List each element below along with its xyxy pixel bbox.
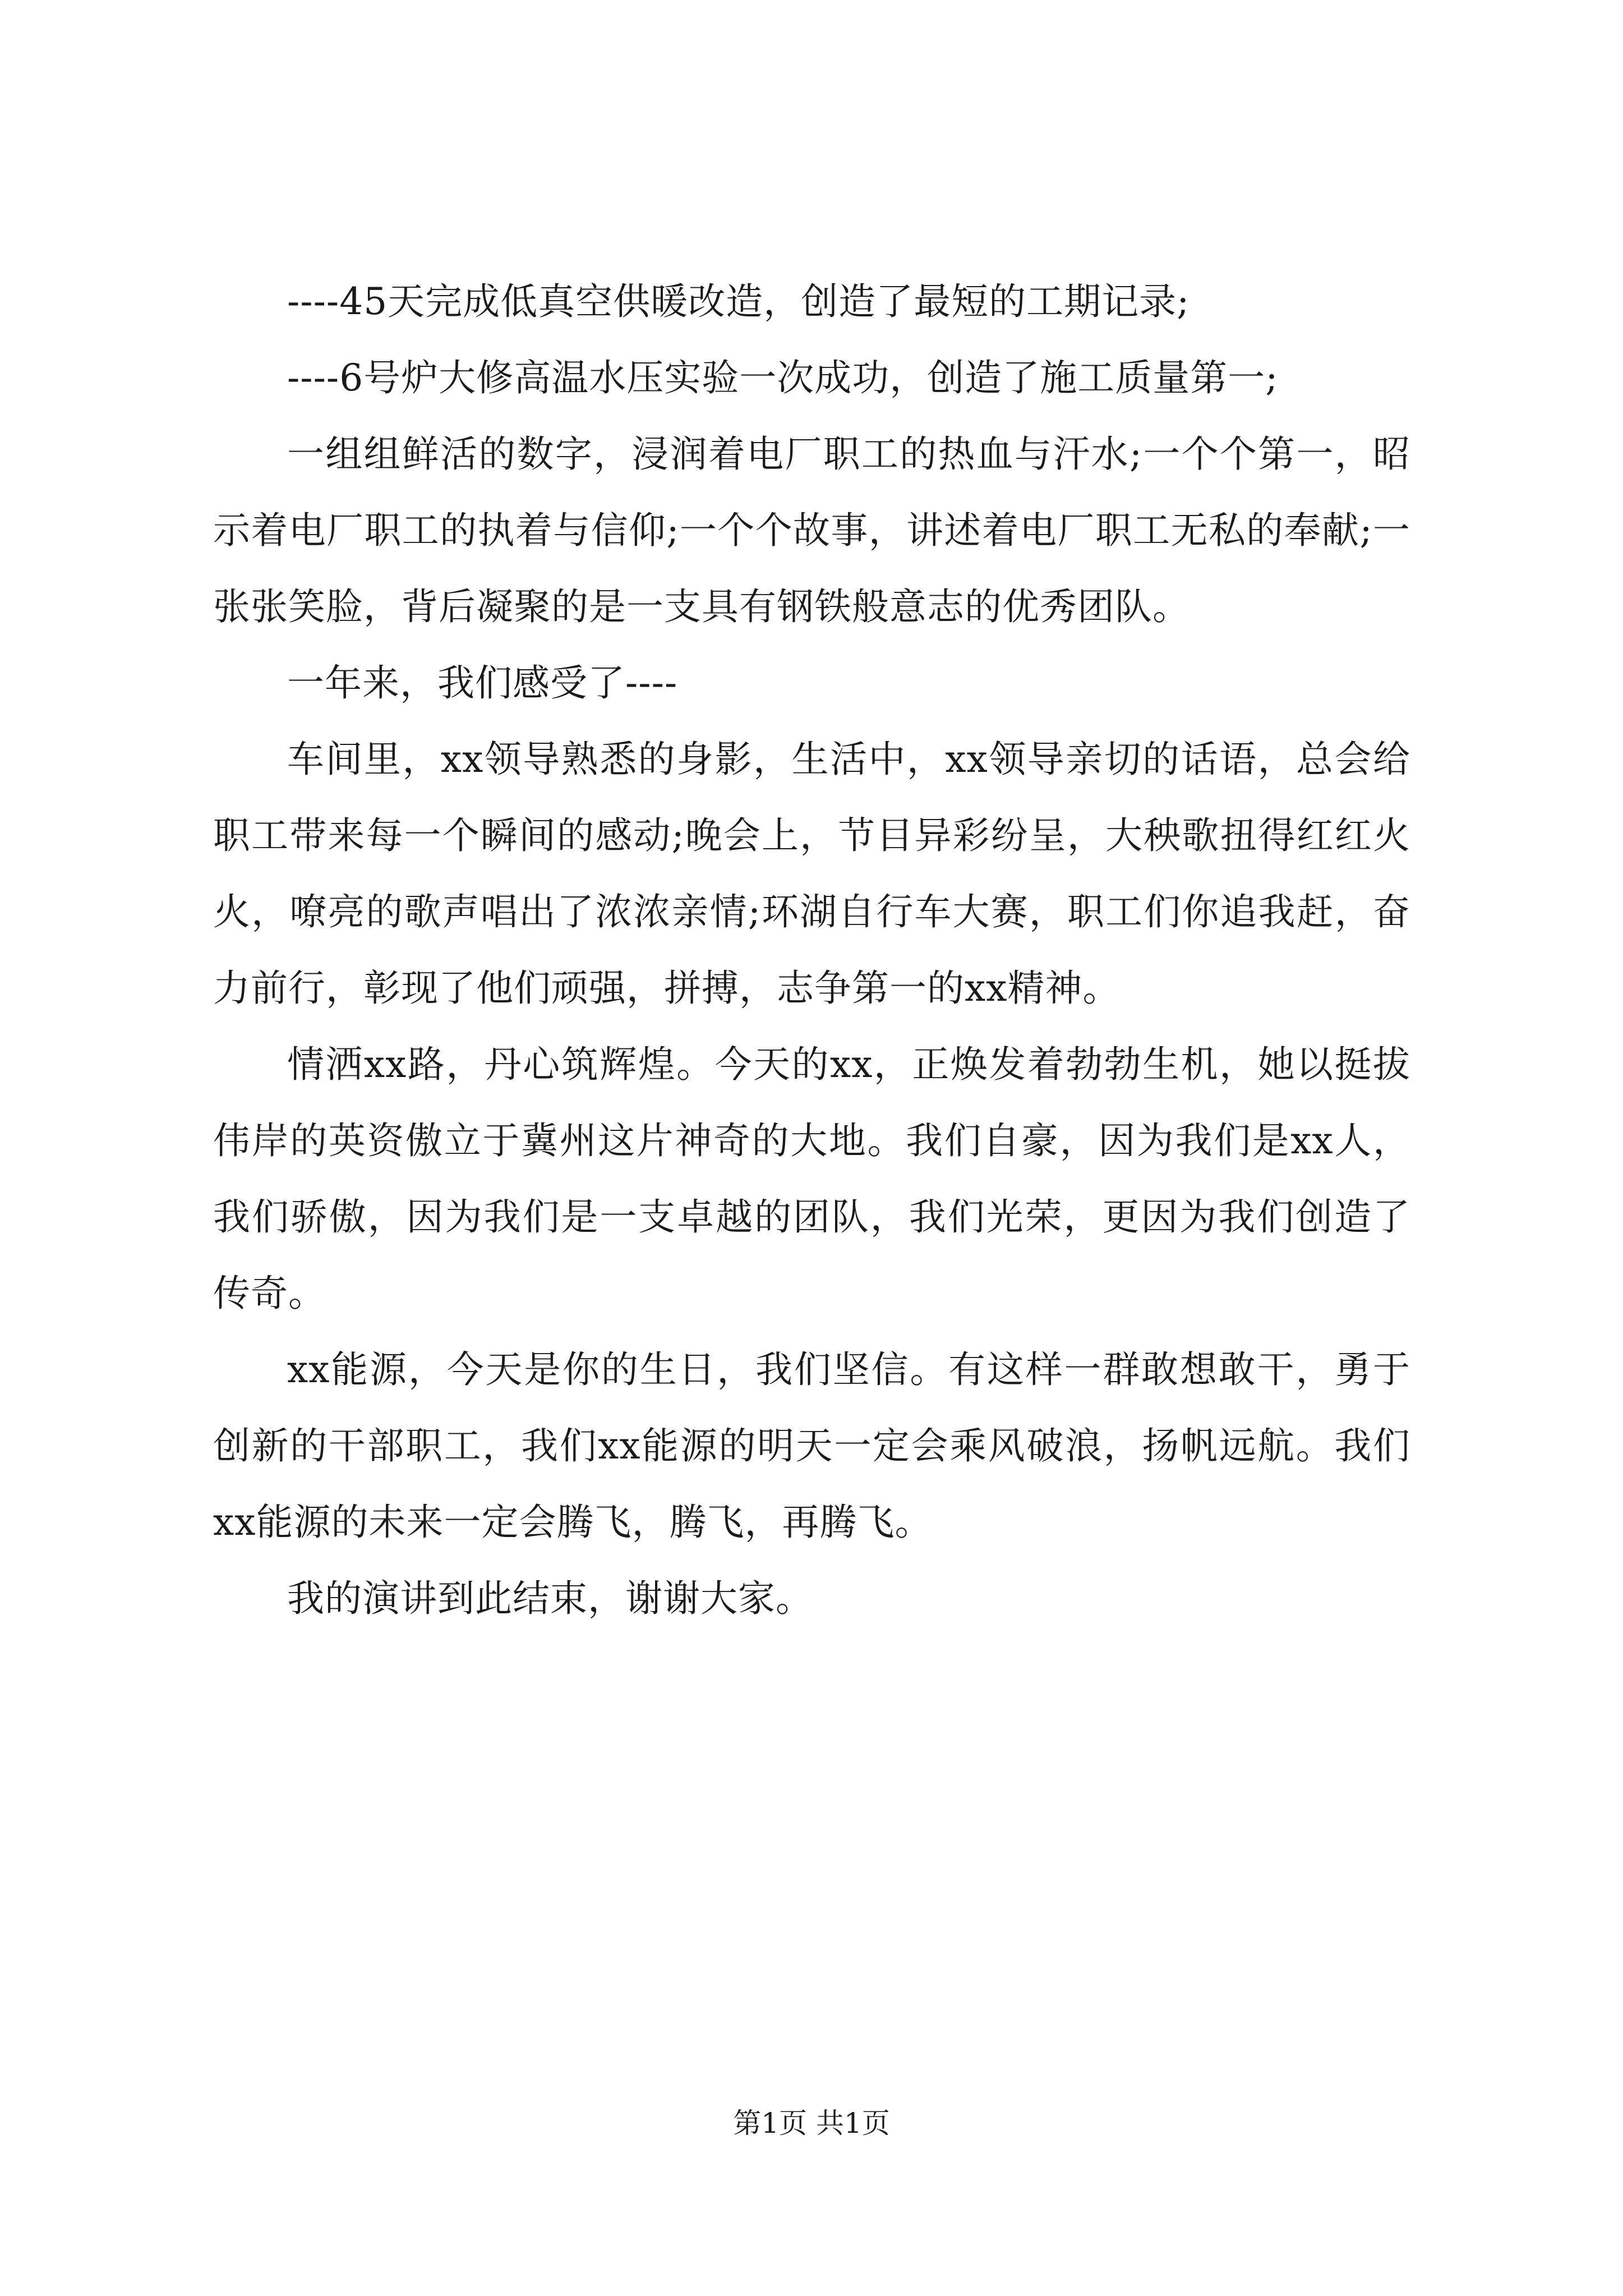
paragraph-closing: 我的演讲到此结束，谢谢大家。 xyxy=(287,1577,813,1620)
paragraph-birthday-wish: xx能源，今天是你的生日，我们坚信。有这样一群敢想敢干，勇于创新的干部职工，我们xx能源的明天一定会乘风破浪，扬帆远航。我们xx能源的未来一定会腾飞，腾飞，再腾飞。 xyxy=(213,1348,1410,1544)
paragraph-numbers-team: 一组组鲜活的数字，浸润着电厂职工的热血与汗水;一个个第一，昭示着电厂职工的执着与信仰;一个个故事，讲述着电厂职工无私的奉献;一张张笑脸，背后凝聚的是一支具有钢铁般意志的优秀团队。 xyxy=(213,432,1410,628)
paragraph-boiler-test: ----6号炉大修高温水压实验一次成功，创造了施工质量第一; xyxy=(287,356,1279,399)
document-body xyxy=(213,264,1410,1637)
paragraph-year-review: 一年来，我们感受了---- xyxy=(287,661,678,705)
page-number-footer: 第1页 共1页 xyxy=(733,2107,890,2139)
paragraph-record-duration: ----45天完成低真空供暖改造，创造了最短的工期记录; xyxy=(287,280,1190,323)
paragraph-pride: 情洒xx路，丹心筑辉煌。今天的xx，正焕发着勃勃生机，她以挺拔伟岸的英资傲立于冀州这片神奇的大地。我们自豪，因为我们是xx人，我们骄傲，因为我们是一支卓越的团队，我们光荣，更因为我们创造了传奇。 xyxy=(213,1043,1410,1315)
paragraph-workshop-life: 车间里，xx领导熟悉的身影，生活中，xx领导亲切的话语，总会给职工带来每一个瞬间的感动;晚会上，节目异彩纷呈，大秧歌扭得红红火火，嘹亮的歌声唱出了浓浓亲情;环湖自行车大赛，职工们你追我赶，奋力前行，彰现了他们顽强，拼搏，志争第一的xx精神。 xyxy=(213,738,1410,1010)
